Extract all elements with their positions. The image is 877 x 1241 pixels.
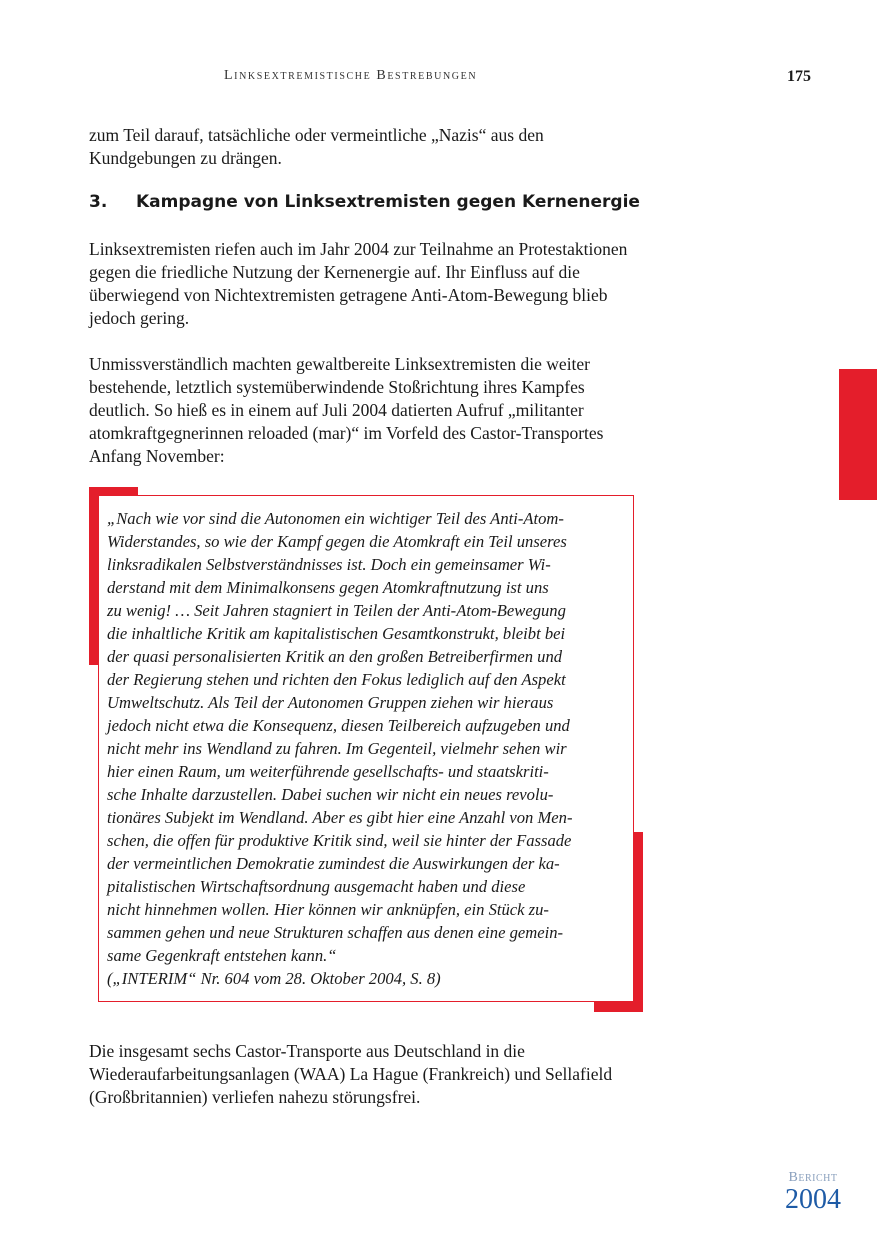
paragraph-2: Unmissverständlich machten gewaltbereite Linksextremisten die weiter bestehende, letztlich systemüberwindende Stoßrichtung ihres Kampfes deutlich. So hieß es in einem auf Juli 2004 datierten Aufruf „militanter atomkraftgegnerinnen reloaded (mar)“ im Vorfeld des Castor-Transportes Anfang November: xyxy=(89,354,604,466)
paragraph-3: Die insgesamt sechs Castor-Transporte aus Deutschland in die Wiederaufarbeitungsanlagen (WAA) La Hague (Frankreich) und Sellafield (Großbritannien) verliefen nahezu störungsfrei. xyxy=(89,1041,613,1107)
quote-box xyxy=(98,495,634,1002)
logo-word: Bericht xyxy=(788,1170,838,1185)
quote-accent-bottom xyxy=(594,1002,643,1012)
running-head-title: Linksextremistische Bestrebungen xyxy=(224,68,478,83)
quote-text: „Nach wie vor sind die Autonomen ein wichtiger Teil des Anti-Atom- Widerstandes, so wie der Kampf gegen die Atomkraft ein Teil unseres linksradikalen Selbstverständnisses ist. Doch ein gemeinsamer Wi- derstand mit dem Minimalkonsens gegen Atomkraftnutzung ist uns zu wenig! … Seit Jahren stagniert in Teilen der Anti-Atom-Bewegung die inhaltliche Kritik am kapitalistischen Gesamtkonstrukt, bleibt bei der quasi personalisierten Kritik an den großen Betreiberfirmen und der Regierung stehen und richten den Fokus lediglich auf den Aspekt Umweltschutz. Als Teil der Autonomen Gruppen ziehen wir hieraus jedoch nicht etwa die Konsequenz, diesen Teilbereich aufzugeben und nicht mehr ins Wendland zu fahren. Im Gegenteil, vielmehr sehen wir hier einen Raum, um weiterführende gesellschafts- und staatskriti- sche Inhalte darzustellen. Dabei suchen wir nicht ein neues revolu- tionäres Subjekt im Wendland. Aber es gibt hier eine Anzahl von Men- schen, die offen für produktive Kritik sind, weil sie hinter der Fassade der vermeintlichen Demokratie zumindest die Auswirkungen der ka- pitalistischen Wirtschaftsordnung ausgemacht haben und diese nicht hinnehmen wollen. Hier können wir anknüpfen, ein Stück zu- sammen gehen und neue Strukturen schaffen aus denen eine gemein- same Gegenkraft entstehen kann.“ xyxy=(107,509,573,965)
section-number: 3. xyxy=(89,192,108,212)
section-title: Kampagne von Linksextremisten gegen Kernenergie xyxy=(136,192,640,212)
report-logo xyxy=(779,1170,847,1214)
intro-paragraph: zum Teil darauf, tatsächliche oder vermeintliche „Nazis“ aus den Kundgebungen zu drängen. xyxy=(89,125,544,168)
quote-accent-right xyxy=(634,832,643,1012)
section-heading xyxy=(89,192,640,212)
logo-year: 2004 xyxy=(785,1184,841,1215)
quote-source: („INTERIM“ Nr. 604 vom 28. Oktober 2004, S. 8) xyxy=(107,969,441,988)
chapter-tab-marker xyxy=(839,369,877,500)
paragraph-1: Linksextremisten riefen auch im Jahr 2004 zur Teilnahme an Protestaktionen gegen die friedliche Nutzung der Kernenergie auf. Ihr Einfluss auf die überwiegend von Nichtextremisten getragene Anti-Atom-Bewegung blieb jedoch gering. xyxy=(89,239,628,328)
quote-accent-left xyxy=(89,487,98,665)
page-number: 175 xyxy=(787,68,811,85)
